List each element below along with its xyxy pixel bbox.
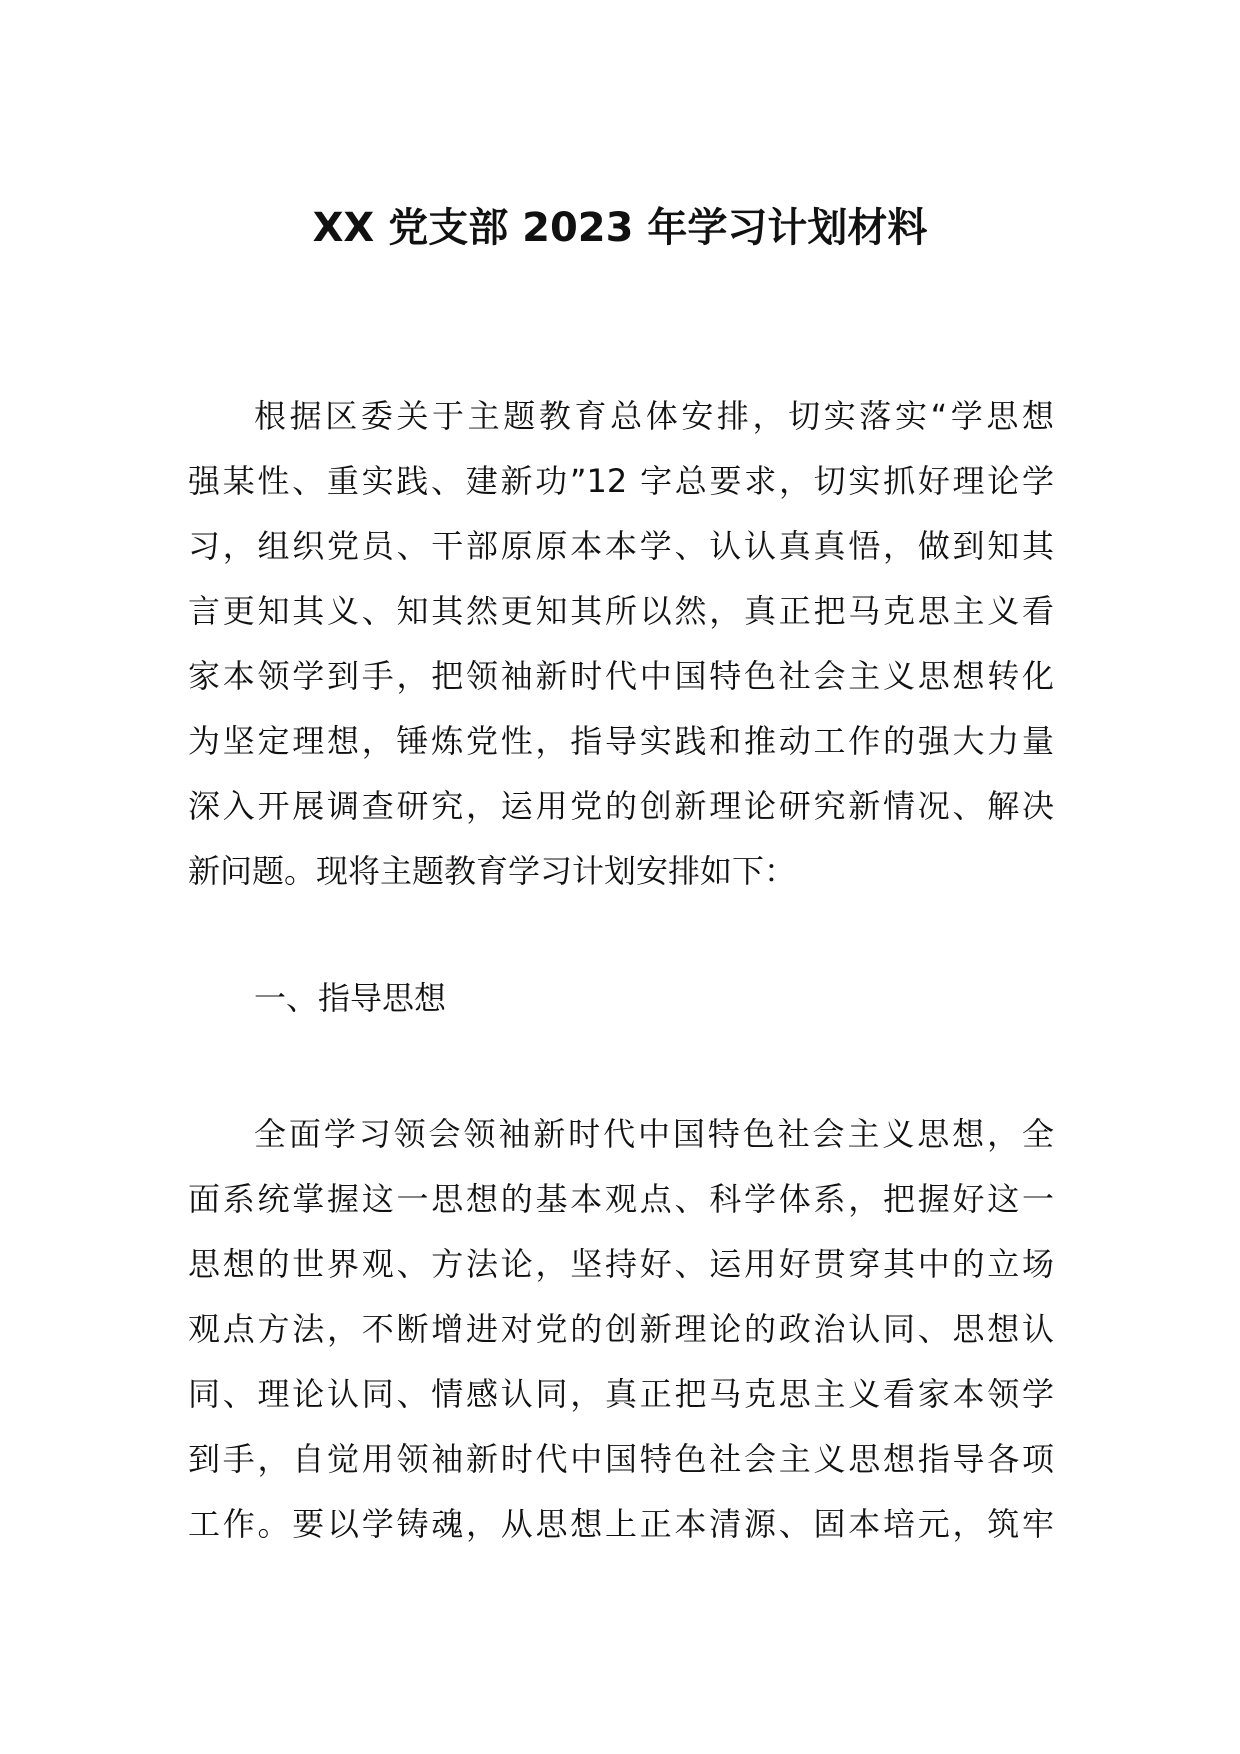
paragraph-line: 深入开展调查研究，运用党的创新理论研究新情况、解决 — [188, 787, 1054, 825]
guiding-thought-paragraph — [188, 1102, 1054, 1557]
paragraph-line: 同、理论认同、情感认同，真正把马克思主义看家本领学 — [188, 1375, 1054, 1413]
paragraph-line: 为坚定理想，锤炼党性，指导实践和推动工作的强大力量 — [188, 722, 1054, 760]
paragraph-line: 思想的世界观、方法论，坚持好、运用好贯穿其中的立场 — [188, 1245, 1054, 1283]
section-heading-text: 一、指导思想 — [254, 979, 447, 1017]
paragraph-line: 言更知其义、知其然更知其所以然，真正把马克思主义看 — [188, 592, 1054, 630]
paragraph-line: 观点方法，不断增进对党的创新理论的政治认同、思想认 — [188, 1310, 1054, 1348]
paragraph-line: 根据区委关于主题教育总体安排，切实落实“学思想 — [254, 397, 1054, 435]
intro-paragraph — [188, 384, 1054, 904]
paragraph-line: 新问题。现将主题教育学习计划安排如下： — [188, 852, 797, 890]
document-title: XX 党支部 2023 年学习计划材料 — [312, 205, 928, 251]
paragraph-line: 习，组织党员、干部原原本本学、认认真真悟，做到知其 — [188, 527, 1054, 565]
paragraph-line: 到手，自觉用领袖新时代中国特色社会主义思想指导各项 — [188, 1440, 1054, 1478]
paragraph-line: 强某性、重实践、建新功”12 字总要求，切实抓好理论学 — [188, 462, 1054, 500]
paragraph-line: 家本领学到手，把领袖新时代中国特色社会主义思想转化 — [188, 657, 1054, 695]
paragraph-line: 工作。要以学铸魂，从思想上正本清源、固本培元，筑牢 — [188, 1505, 1054, 1543]
paragraph-line: 全面学习领会领袖新时代中国特色社会主义思想，全 — [254, 1115, 1054, 1153]
paragraph-line: 面系统掌握这一思想的基本观点、科学体系，把握好这一 — [188, 1180, 1054, 1218]
section-heading — [188, 966, 1054, 1031]
